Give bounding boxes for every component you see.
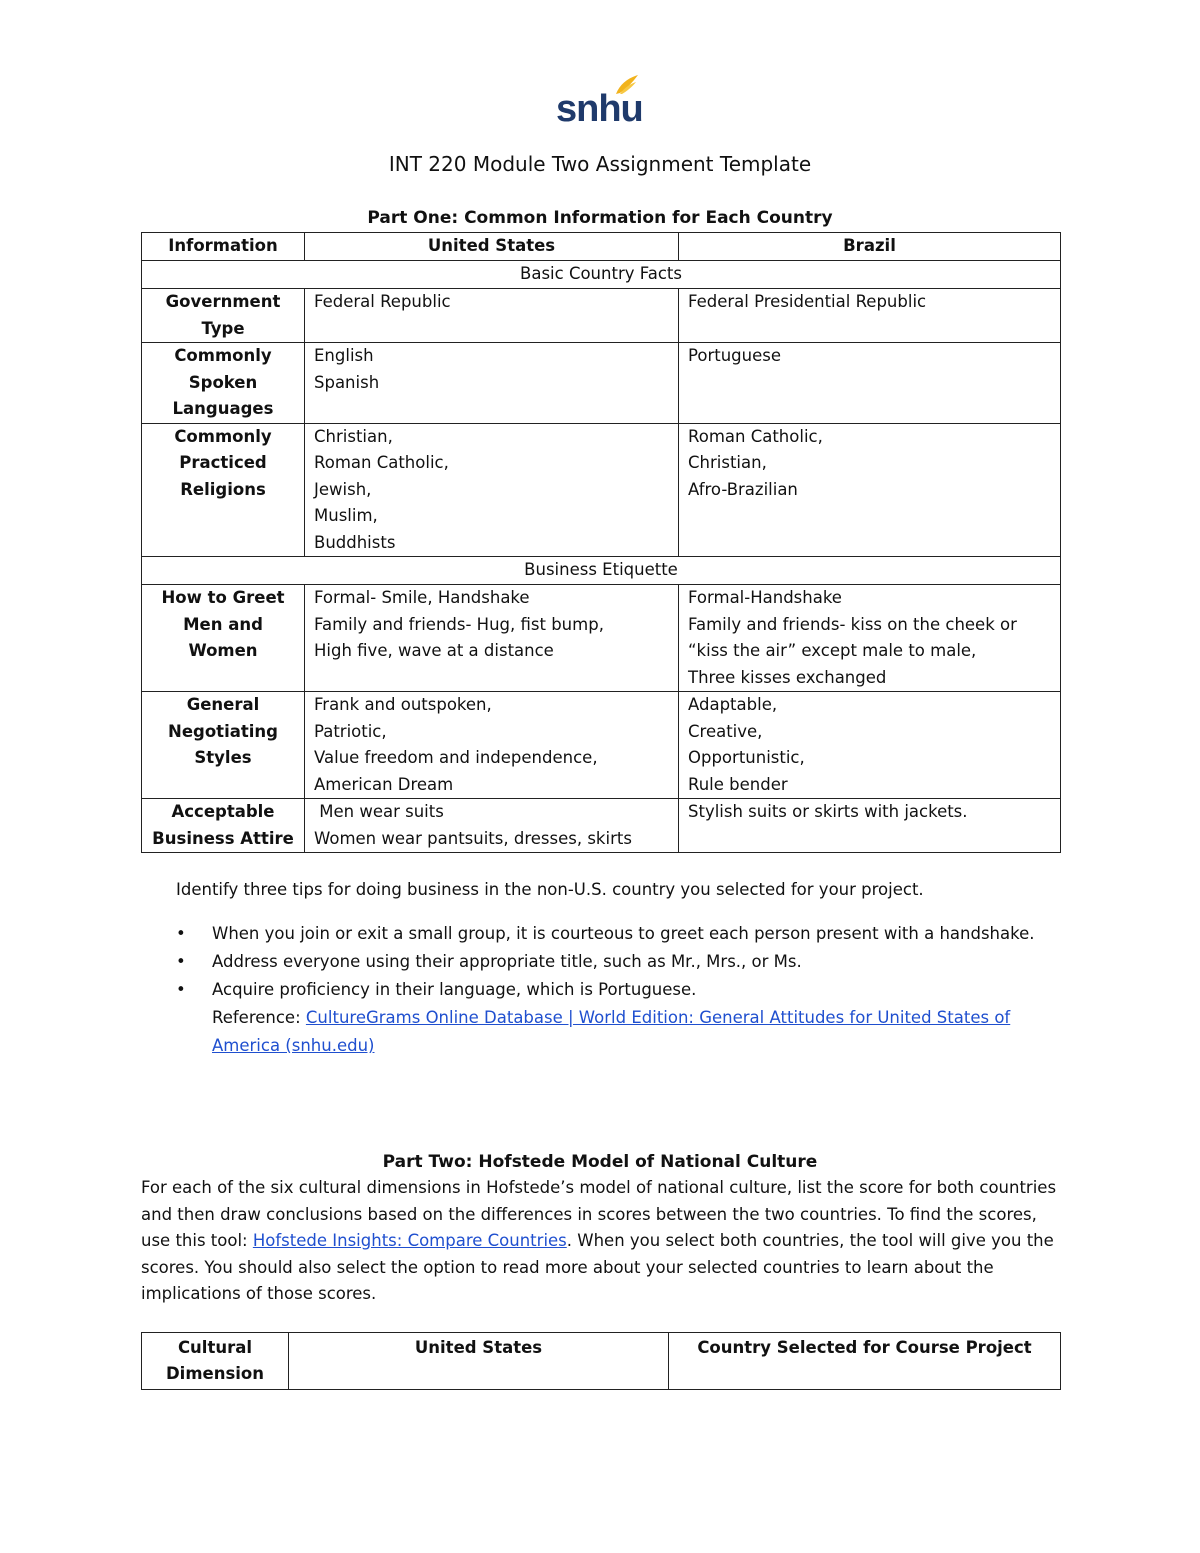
hofstede-table xyxy=(141,1332,1061,1390)
section-business-etiquette: Business Etiquette xyxy=(142,557,1061,585)
tips-intro: Identify three tips for doing business in the non-U.S. country you selected for your project. xyxy=(176,880,924,899)
section-row-basic xyxy=(142,261,1061,289)
row-label-government: Government Type xyxy=(142,289,305,343)
part-two-title: Part Two: Hofstede Model of National Culture xyxy=(382,1152,818,1172)
cell-us-languages: English Spanish xyxy=(305,343,679,424)
part-two-instructions: For each of the six cultural dimensions in Hofstede’s model of national culture, list the score for both countries and then draw conclusions based on the differences in scores between the two countries. To find the scores, use this tool: Hofstede Insights: Compare Countries. When you select both countries, the tool will give you the scores. You should also select the option to read more about your selected countries to learn about the implications of those scores. xyxy=(141,1178,1057,1303)
row-label-greet: How to Greet Men and Women xyxy=(142,585,305,692)
snhu-logo xyxy=(556,74,643,132)
bullet-icon: • xyxy=(176,980,186,999)
row-label-languages: Commonly Spoken Languages xyxy=(142,343,305,424)
list-item: • When you join or exit a small group, it is courteous to greet each person present with a handshake. xyxy=(176,920,1056,948)
table-header-row xyxy=(142,233,1061,261)
cell-br-attire: Stylish suits or skirts with jackets. xyxy=(679,799,1061,853)
cell-us-government: Federal Republic xyxy=(305,289,679,343)
header-country-selected: Country Selected for Course Project xyxy=(669,1333,1061,1390)
header-united-states: United States xyxy=(305,233,679,261)
section-row-etiquette xyxy=(142,557,1061,585)
cell-us-greet: Formal- Smile, Handshake Family and friends- Hug, fist bump, High five, wave at a distance xyxy=(305,585,679,692)
bullet-icon: • xyxy=(176,924,186,943)
cell-us-attire: Men wear suits Women wear pantsuits, dresses, skirts xyxy=(305,799,679,853)
tips-section xyxy=(176,876,1056,1060)
cell-br-government: Federal Presidential Republic xyxy=(679,289,1061,343)
row-label-attire: Acceptable Business Attire xyxy=(142,799,305,853)
table-row-negotiating xyxy=(142,692,1061,799)
logo-text: snhu xyxy=(556,88,643,130)
list-item: • Address everyone using their appropriate title, such as Mr., Mrs., or Ms. xyxy=(176,948,1056,976)
cell-br-religions: Roman Catholic, Christian, Afro-Brazilian xyxy=(679,423,1061,557)
part-one-title: Part One: Common Information for Each Country xyxy=(367,208,833,228)
header-information: Information xyxy=(142,233,305,261)
cell-us-religions: Christian, Roman Catholic, Jewish, Muslim, Buddhists xyxy=(305,423,679,557)
tips-list xyxy=(176,920,1056,1060)
reference-label: Reference: xyxy=(212,1008,306,1027)
cell-br-greet: Formal-Handshake Family and friends- kiss on the cheek or “kiss the air” except male to male, Three kisses exchanged xyxy=(679,585,1061,692)
table-row-languages xyxy=(142,343,1061,424)
hofstede-compare-link[interactable]: Hofstede Insights: Compare Countries xyxy=(252,1231,567,1250)
table-row-greet xyxy=(142,585,1061,692)
document-title: INT 220 Module Two Assignment Template xyxy=(388,152,812,176)
header-cultural-dimension: Cultural Dimension xyxy=(142,1333,289,1390)
header-brazil: Brazil xyxy=(679,233,1061,261)
cell-us-negotiating: Frank and outspoken, Patriotic, Value freedom and independence, American Dream xyxy=(305,692,679,799)
culturegrams-reference-link[interactable]: CultureGrams Online Database | World Edition: General Attitudes for United States of America (snhu.edu) xyxy=(212,1008,1011,1055)
row-label-negotiating: General Negotiating Styles xyxy=(142,692,305,799)
cell-br-negotiating: Adaptable, Creative, Opportunistic, Rule bender xyxy=(679,692,1061,799)
table-header-row xyxy=(142,1333,1061,1390)
section-basic-country-facts: Basic Country Facts xyxy=(142,261,1061,289)
list-item: • Acquire proficiency in their language, which is Portuguese. Reference: CultureGrams Online Database | World Edition: General Attitudes for United States of America (snhu.edu) xyxy=(176,976,1056,1060)
bullet-icon: • xyxy=(176,952,186,971)
table-row-government xyxy=(142,289,1061,343)
table-row-attire xyxy=(142,799,1061,853)
cell-br-languages: Portuguese xyxy=(679,343,1061,424)
country-info-table xyxy=(141,232,1061,853)
header-united-states: United States xyxy=(289,1333,669,1390)
row-label-religions: Commonly Practiced Religions xyxy=(142,423,305,557)
table-row-religions xyxy=(142,423,1061,557)
